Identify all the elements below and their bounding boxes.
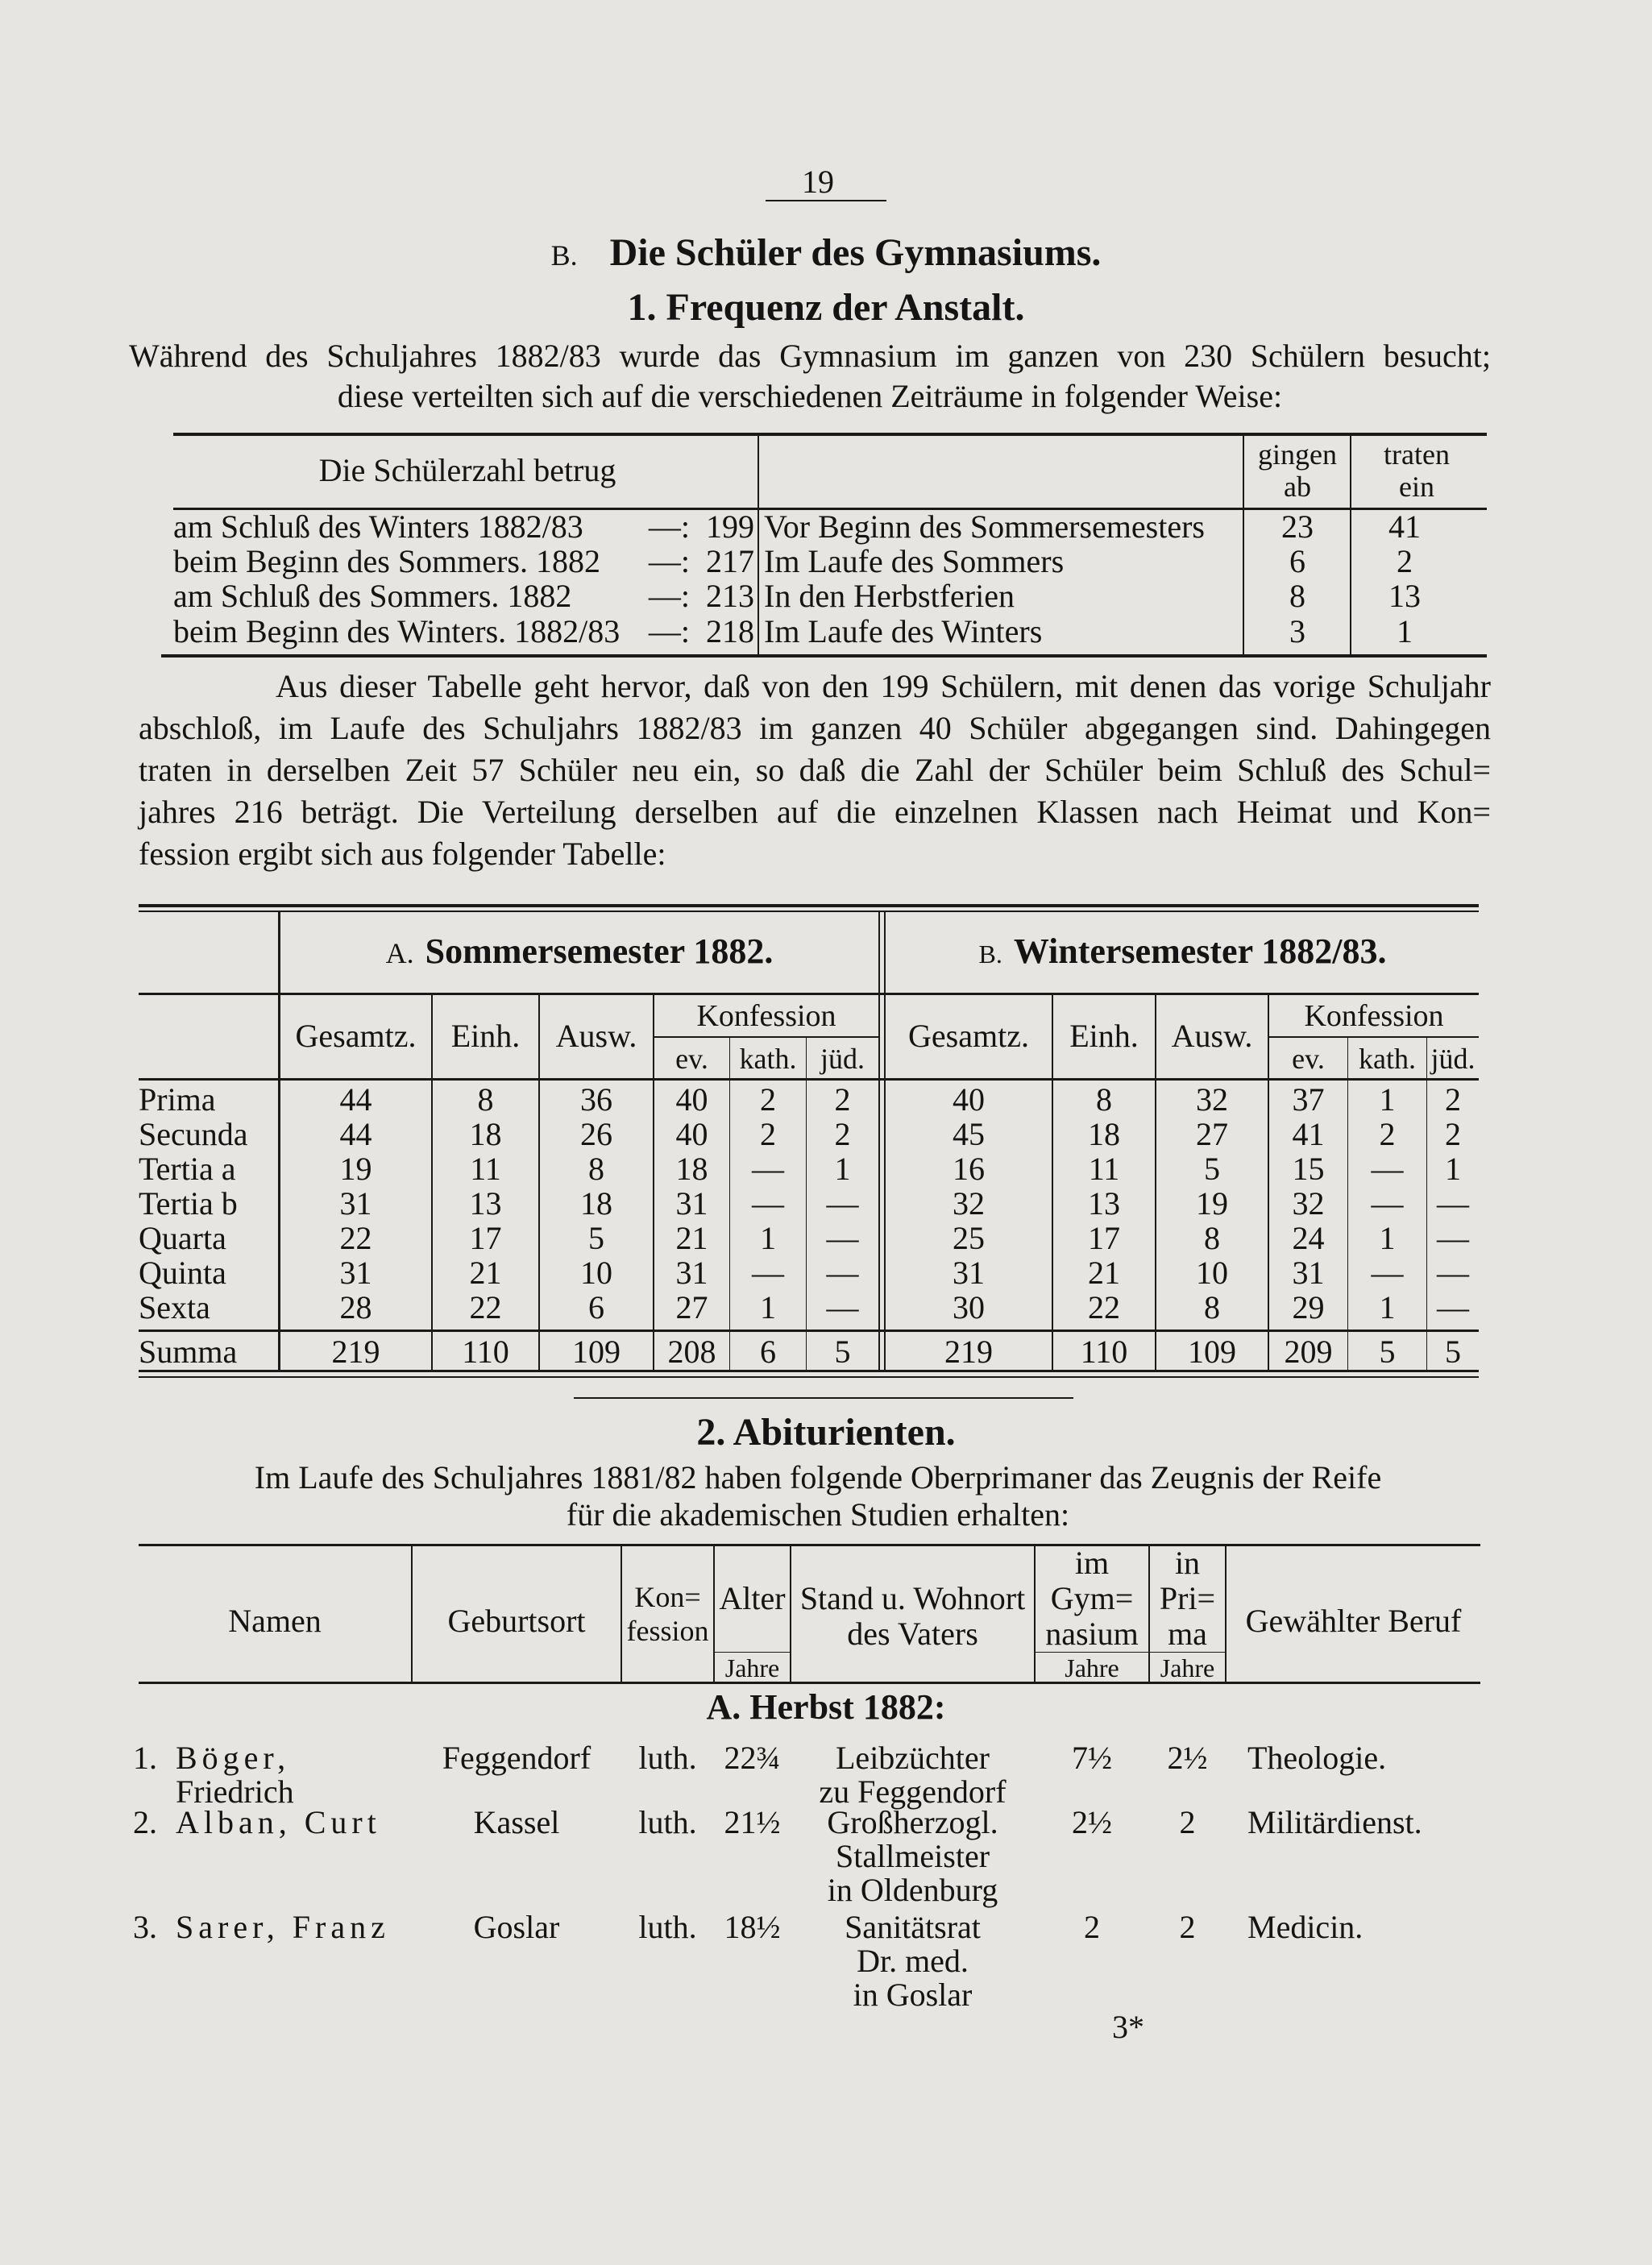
- class-name: Tertia a: [139, 1151, 236, 1187]
- abi-name-2: Friedrich: [176, 1773, 294, 1810]
- sum-b-kath: 5: [1379, 1334, 1396, 1370]
- sem-a-ev: 18: [675, 1151, 708, 1187]
- freq-head-ab: ab: [1284, 471, 1311, 503]
- sem-a-einh: 22: [469, 1289, 502, 1325]
- sem-b-einh: 17: [1088, 1220, 1120, 1256]
- sem-a-einh: 13: [469, 1185, 502, 1222]
- abi-vater-1: Großherzogl.: [827, 1804, 998, 1840]
- sem-b-ev: 24: [1292, 1220, 1325, 1256]
- class-top-rule: [139, 904, 1479, 907]
- col-konf-a: Konfession: [696, 999, 836, 1033]
- abi-alter: 21½: [724, 1804, 781, 1840]
- intro-line-1: Während des Schuljahres 1882/83 wurde das Gymnasium im ganzen von 230 Schülern besucht;: [129, 338, 1491, 374]
- sem-a-jued: 1: [834, 1151, 851, 1187]
- para2-line: jahres 216 beträgt. Die Verteilung derselben auf die einzelnen Klassen nach Heimat und Kon=: [139, 794, 1491, 830]
- freq-row-ab: 8: [1289, 578, 1305, 614]
- sem-a-kath: 1: [760, 1220, 776, 1256]
- sem-b-ev: 37: [1292, 1081, 1325, 1118]
- sem-b-gesamt: 16: [953, 1151, 985, 1187]
- col-kath-b: kath.: [1359, 1043, 1416, 1075]
- freq-row-count: 199: [706, 508, 754, 545]
- freq-head-traten: traten: [1384, 438, 1450, 471]
- freq-row-ab: 23: [1281, 508, 1314, 545]
- sem-b-gesamt: 31: [953, 1255, 985, 1291]
- freq-head-left: Die Schülerzahl betrug: [318, 452, 616, 488]
- abi-alter: 22¾: [724, 1740, 781, 1776]
- sem-a-einh: 21: [469, 1255, 502, 1291]
- sum-b-gesamt: 219: [944, 1334, 993, 1370]
- sem-a-ev: 27: [675, 1289, 708, 1325]
- class-name: Secunda: [139, 1116, 248, 1152]
- abi-vater-2: zu Feggendorf: [819, 1773, 1007, 1810]
- sem-b-gesamt: 30: [953, 1289, 985, 1325]
- sum-a-ev: 208: [667, 1334, 716, 1370]
- col-jued-a: jüd.: [820, 1043, 865, 1075]
- sem-b-einh: 21: [1088, 1255, 1120, 1291]
- freq-row-ein: 41: [1388, 508, 1421, 545]
- sem-a-kath: 2: [760, 1116, 776, 1152]
- sem-b-jued: 1: [1445, 1151, 1461, 1187]
- abi-head-gym-3: nasium: [1045, 1616, 1139, 1652]
- abi-vater-1: Leibzüchter: [836, 1740, 990, 1776]
- abi-unit-rule: [1150, 1652, 1225, 1653]
- abi-section-rule: [574, 1397, 1073, 1399]
- section-letter: B.: [550, 239, 578, 272]
- sem-b-gesamt: 45: [953, 1116, 985, 1152]
- sem-a-ev: 31: [675, 1185, 708, 1222]
- freq-row-sep: —:: [648, 578, 690, 614]
- abi-vater-3: in Goslar: [853, 1977, 973, 2013]
- sem-b-jued: —: [1437, 1289, 1469, 1325]
- abi-beruf: Militärdienst.: [1247, 1804, 1422, 1840]
- sem-b-ausw: 8: [1204, 1220, 1220, 1256]
- sem-a-gesamt: 44: [339, 1081, 372, 1118]
- sem-a-jued: 2: [834, 1116, 851, 1152]
- class-name: Sexta: [139, 1289, 210, 1325]
- semester-b-title: Wintersemester 1882/83.: [1013, 931, 1387, 971]
- sem-b-gesamt: 40: [953, 1081, 985, 1118]
- semester-a-title: Sommersemester 1882.: [425, 931, 774, 971]
- subsection-abiturienten: 2. Abiturienten.: [696, 1411, 956, 1454]
- freq-row-ein: 2: [1397, 543, 1413, 579]
- abi-name: Alban, Curt: [176, 1804, 381, 1840]
- sem-a-jued: —: [826, 1255, 859, 1291]
- freq-row-sep: —:: [648, 613, 690, 649]
- freq-vline-1: [758, 436, 759, 654]
- sem-a-einh: 11: [470, 1151, 501, 1187]
- intro-line-2: diese verteilten sich auf die verschiedenen Zeiträume in folgender Weise:: [337, 378, 1283, 414]
- section-heading: [403, 230, 1249, 278]
- freq-row-period: Im Laufe des Winters: [764, 613, 1043, 649]
- abi-vater-2: Dr. med.: [857, 1943, 969, 1979]
- sem-a-ausw: 5: [588, 1220, 604, 1256]
- sem-b-jued: —: [1437, 1185, 1469, 1222]
- sem-b-jued: 2: [1445, 1116, 1461, 1152]
- section-title: Die Schüler des Gymnasiums.: [609, 231, 1102, 274]
- sem-b-einh: 11: [1088, 1151, 1120, 1187]
- abi-vline: [621, 1546, 622, 1682]
- sem-b-ev: 31: [1292, 1255, 1325, 1291]
- sem-a-kath: —: [752, 1151, 784, 1187]
- para2-line: fession ergibt sich aus folgender Tabelle:: [139, 836, 666, 872]
- para2-line: traten in derselben Zeit 57 Schüler neu ein, so daß die Zahl der Schüler beim Schluß des Schul=: [139, 752, 1491, 788]
- sum-a-einh: 110: [462, 1334, 509, 1370]
- abi-gym: 2: [1084, 1909, 1100, 1945]
- sem-b-jued: 2: [1445, 1081, 1461, 1118]
- semester-b-letter: B.: [978, 940, 1002, 969]
- sem-a-gesamt: 31: [339, 1255, 372, 1291]
- col-ausw-a: Ausw.: [555, 1018, 637, 1054]
- sum-b-einh: 110: [1080, 1334, 1128, 1370]
- sem-b-ausw: 19: [1196, 1185, 1228, 1222]
- abi-head-prima-2: Pri=: [1159, 1580, 1216, 1616]
- sem-b-kath: 1: [1379, 1081, 1396, 1118]
- col-gesamt-a: Gesamtz.: [295, 1018, 417, 1054]
- abi-konf: luth.: [638, 1740, 697, 1776]
- sum-b-ev: 209: [1284, 1334, 1333, 1370]
- abi-head-stand-1: Stand u. Wohnort: [799, 1580, 1026, 1616]
- freq-row-sep: —:: [648, 543, 690, 579]
- sem-b-ausw: 8: [1204, 1289, 1220, 1325]
- sem-a-kath: 1: [760, 1289, 776, 1325]
- sem-a-kath: —: [752, 1255, 784, 1291]
- sem-b-ausw: 10: [1196, 1255, 1228, 1291]
- col-einh-b: Einh.: [1069, 1018, 1139, 1054]
- abi-num: 1.: [133, 1740, 157, 1776]
- freq-row-label: beim Beginn des Winters. 1882/83: [173, 613, 621, 649]
- abi-beruf: Medicin.: [1247, 1909, 1364, 1945]
- sem-a-einh: 18: [469, 1116, 502, 1152]
- freq-bottom-rule: [161, 654, 1487, 658]
- freq-head-gingen: gingen: [1258, 438, 1337, 471]
- abi-head-gym-1: im: [1074, 1545, 1110, 1581]
- subsection-frequency: 1. Frequenz der Anstalt.: [627, 286, 1025, 329]
- sem-b-kath: 1: [1379, 1289, 1396, 1325]
- freq-row-ein: 13: [1388, 578, 1421, 614]
- sem-a-ausw: 18: [580, 1185, 612, 1222]
- class-name: Quinta: [139, 1255, 226, 1291]
- abi-vater-3: in Oldenburg: [827, 1872, 998, 1908]
- sem-b-einh: 8: [1096, 1081, 1112, 1118]
- semester-a-letter: A.: [385, 937, 414, 969]
- sem-a-jued: —: [826, 1220, 859, 1256]
- konf-a-rule: [653, 1036, 878, 1038]
- sem-b-einh: 18: [1088, 1116, 1120, 1152]
- abi-prima: 2: [1179, 1909, 1196, 1945]
- sem-b-ausw: 32: [1196, 1081, 1228, 1118]
- sem-b-jued: —: [1437, 1255, 1469, 1291]
- semester-a-heading: [282, 931, 877, 973]
- class-bottom-rule-2: [139, 1376, 1479, 1378]
- abi-name: Böger,: [176, 1740, 291, 1776]
- class-name: Quarta: [139, 1220, 226, 1256]
- abi-num: 3.: [133, 1909, 157, 1945]
- class-head-rule: [139, 1078, 1479, 1081]
- abi-gym: 7½: [1072, 1740, 1112, 1776]
- class-name: Prima: [139, 1081, 216, 1118]
- sem-a-jued: —: [826, 1185, 859, 1222]
- sem-a-einh: 17: [469, 1220, 502, 1256]
- freq-row-period: Vor Beginn des Sommersemesters: [764, 508, 1205, 545]
- sem-b-ev: 15: [1292, 1151, 1325, 1187]
- sem-b-einh: 22: [1088, 1289, 1120, 1325]
- freq-row-ab: 3: [1289, 613, 1305, 649]
- semester-b-heading: [886, 931, 1479, 974]
- freq-row-sep: —:: [648, 508, 690, 545]
- col-gesamt-b: Gesamtz.: [908, 1018, 1029, 1054]
- col-jued-b: jüd.: [1430, 1043, 1476, 1075]
- col-ev-b: ev.: [1292, 1043, 1325, 1075]
- sem-a-ev: 31: [675, 1255, 708, 1291]
- abi-head-rule: [139, 1682, 1480, 1684]
- abi-head-alter-unit: Jahre: [724, 1653, 780, 1682]
- abi-head-konf-2: fession: [626, 1615, 709, 1647]
- sem-b-kath: 2: [1379, 1116, 1396, 1152]
- sem-b-ev: 41: [1292, 1116, 1325, 1152]
- sum-a-ausw: 109: [572, 1334, 621, 1370]
- intro2-line-1: Im Laufe des Schuljahres 1881/82 haben folgende Oberprimaner das Zeugnis der Reife: [254, 1459, 1382, 1495]
- sem-a-ausw: 36: [580, 1081, 612, 1118]
- sem-b-ausw: 5: [1204, 1151, 1220, 1187]
- sem-b-kath: —: [1371, 1151, 1404, 1187]
- sum-a-kath: 6: [760, 1334, 776, 1370]
- sum-a-gesamt: 219: [331, 1334, 380, 1370]
- sum-b-jued: 5: [1445, 1334, 1461, 1370]
- col-konf-b: Konfession: [1304, 999, 1444, 1033]
- freq-row-ab: 6: [1289, 543, 1305, 579]
- freq-row-count: 217: [706, 543, 754, 579]
- class-bottom-rule: [139, 1370, 1479, 1372]
- freq-row-ein: 1: [1397, 613, 1413, 649]
- sem-b-gesamt: 25: [953, 1220, 985, 1256]
- abi-prima: 2½: [1167, 1740, 1208, 1776]
- sem-a-ausw: 26: [580, 1116, 612, 1152]
- abi-head-alter: Alter: [719, 1580, 786, 1616]
- sem-b-gesamt: 32: [953, 1185, 985, 1222]
- freq-head-ein: ein: [1399, 471, 1434, 503]
- abi-group-heading: A. Herbst 1882:: [706, 1687, 946, 1727]
- sem-a-ausw: 10: [580, 1255, 612, 1291]
- abi-head-prima-1: in: [1174, 1545, 1201, 1581]
- freq-row-period: In den Herbstferien: [764, 578, 1015, 614]
- sem-a-jued: 2: [834, 1081, 851, 1118]
- abi-ort: Kassel: [473, 1804, 560, 1840]
- sem-b-kath: —: [1371, 1255, 1404, 1291]
- abi-head-beruf: Gewählter Beruf: [1245, 1603, 1462, 1639]
- freq-row-count: 213: [706, 578, 754, 614]
- abi-head-prima-unit: Jahre: [1160, 1653, 1215, 1682]
- freq-row-count: 218: [706, 613, 754, 649]
- sem-a-jued: —: [826, 1289, 859, 1325]
- sem-b-kath: —: [1371, 1185, 1404, 1222]
- abi-konf: luth.: [638, 1909, 697, 1945]
- abi-unit-rule: [715, 1652, 790, 1653]
- sem-a-gesamt: 31: [339, 1185, 372, 1222]
- sem-b-kath: 1: [1379, 1220, 1396, 1256]
- freq-top-rule: [173, 433, 1487, 436]
- sem-a-kath: —: [752, 1185, 784, 1222]
- col-ausw-b: Ausw.: [1171, 1018, 1253, 1054]
- intro2-line-2: für die akademischen Studien erhalten:: [566, 1496, 1070, 1533]
- abi-vater-2: Stallmeister: [835, 1838, 990, 1874]
- sum-a-jued: 5: [834, 1334, 851, 1370]
- abi-name: Sarer, Franz: [176, 1909, 390, 1945]
- abi-beruf: Theologie.: [1247, 1740, 1387, 1776]
- paragraph-2: [139, 669, 1491, 878]
- page-number: 19: [802, 164, 834, 200]
- class-sem-rule: [139, 993, 1479, 995]
- abi-ort: Goslar: [473, 1909, 560, 1945]
- sem-b-einh: 13: [1088, 1185, 1120, 1222]
- sem-a-einh: 8: [477, 1081, 494, 1118]
- sem-a-ev: 40: [675, 1116, 708, 1152]
- sem-a-gesamt: 28: [339, 1289, 372, 1325]
- freq-row-label: am Schluß des Sommers. 1882: [173, 578, 572, 614]
- sum-b-ausw: 109: [1188, 1334, 1236, 1370]
- konf-b-rule: [1268, 1036, 1479, 1038]
- sem-a-ev: 40: [675, 1081, 708, 1118]
- col-einh-a: Einh.: [450, 1018, 521, 1054]
- abi-head-namen: Namen: [228, 1603, 322, 1639]
- abi-top-rule: [139, 1544, 1480, 1546]
- abi-head-gym-unit: Jahre: [1065, 1653, 1119, 1682]
- abi-head-prima-3: ma: [1168, 1616, 1207, 1652]
- freq-vline-3: [1350, 436, 1351, 654]
- sum-label: Summa: [139, 1334, 238, 1370]
- sem-b-ausw: 27: [1196, 1116, 1228, 1152]
- class-name: Tertia b: [139, 1185, 238, 1222]
- sem-b-ev: 29: [1292, 1289, 1325, 1325]
- sem-a-ausw: 8: [588, 1151, 604, 1187]
- abi-gym: 2½: [1072, 1804, 1112, 1840]
- abi-vater-1: Sanitätsrat: [845, 1909, 981, 1945]
- sem-a-kath: 2: [760, 1081, 776, 1118]
- sem-b-ev: 32: [1292, 1185, 1325, 1222]
- para2-line: Aus dieser Tabelle geht hervor, daß von den 199 Schülern, mit denen das vorige Schuljahr: [276, 668, 1491, 704]
- class-sum-rule: [139, 1330, 1479, 1332]
- signature-mark: 3*: [1112, 2009, 1144, 2045]
- col-ev-a: ev.: [675, 1043, 708, 1075]
- col-kath-a: kath.: [739, 1043, 797, 1075]
- abi-head-gym-2: Gym=: [1050, 1580, 1134, 1616]
- class-top-rule-2: [139, 911, 1479, 912]
- class-vline: [878, 912, 880, 1370]
- abi-konf: luth.: [638, 1804, 697, 1840]
- freq-row-label: beim Beginn des Sommers. 1882: [173, 543, 600, 579]
- abi-head-geburtsort: Geburtsort: [447, 1603, 586, 1639]
- freq-row-period: Im Laufe des Sommers: [764, 543, 1065, 579]
- freq-vline-2: [1243, 436, 1244, 654]
- sem-a-gesamt: 44: [339, 1116, 372, 1152]
- abi-num: 2.: [133, 1804, 157, 1840]
- abi-head-konf-1: Kon=: [634, 1581, 701, 1613]
- sem-a-gesamt: 19: [339, 1151, 372, 1187]
- abi-prima: 2: [1179, 1804, 1196, 1840]
- freq-row-label: am Schluß des Winters 1882/83: [173, 508, 583, 545]
- sem-a-ausw: 6: [588, 1289, 604, 1325]
- abi-alter: 18½: [724, 1909, 781, 1945]
- sem-b-jued: —: [1437, 1220, 1469, 1256]
- sem-a-gesamt: 22: [339, 1220, 372, 1256]
- abi-ort: Feggendorf: [442, 1740, 591, 1776]
- para2-line: abschloß, im Laufe des Schuljahrs 1882/83 im ganzen 40 Schüler abgegangen sind. Dahingegen: [139, 710, 1491, 746]
- abi-unit-rule: [1036, 1652, 1148, 1653]
- abi-head-stand-2: des Vaters: [847, 1616, 978, 1652]
- sem-a-ev: 21: [675, 1220, 708, 1256]
- page-number-rule: [766, 200, 886, 201]
